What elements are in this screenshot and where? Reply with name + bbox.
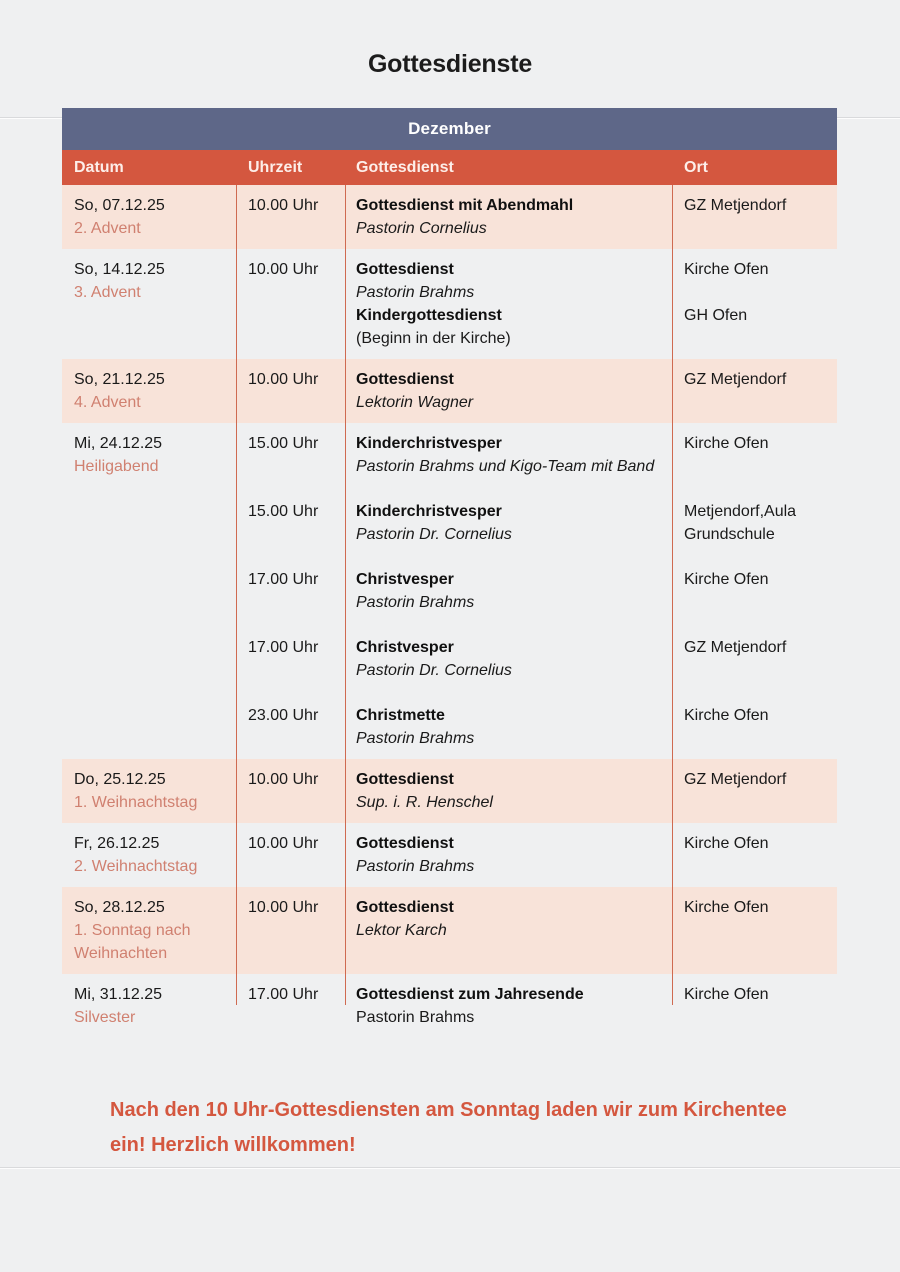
- date-note: Silvester: [74, 1009, 136, 1026]
- place-value: Metjendorf,Aula Grundschule: [684, 503, 797, 543]
- service-entry: [236, 704, 837, 750]
- cell-place: [672, 185, 837, 249]
- place-value: Kirche Ofen: [684, 835, 769, 852]
- service-subtitle-secondary: (Beginn in der Kirche): [356, 330, 511, 347]
- service-entry: [236, 500, 837, 546]
- cell-place: [672, 249, 837, 359]
- cell-place: [672, 432, 837, 478]
- place-value: Kirche Ofen: [684, 899, 769, 916]
- table-row: [62, 887, 837, 974]
- cell-place: [672, 568, 837, 614]
- service-entry: [236, 432, 837, 478]
- time-value: 17.00 Uhr: [248, 639, 319, 656]
- date-value: So, 28.12.25: [74, 899, 165, 916]
- table-row: [62, 974, 837, 1038]
- service-subtitle: Lektor Karch: [356, 922, 447, 939]
- column-header-time: Uhrzeit: [248, 158, 303, 176]
- service-subtitle: Lektorin Wagner: [356, 394, 474, 411]
- date-value: So, 14.12.25: [74, 261, 165, 278]
- cell-service: [345, 759, 672, 823]
- cell-service: [345, 185, 672, 249]
- cell-time: [236, 823, 345, 887]
- time-value: 10.00 Uhr: [248, 771, 319, 788]
- service-title: Kinderchristvesper: [356, 435, 502, 452]
- cell-service: [345, 500, 672, 546]
- cell-time: [236, 704, 345, 750]
- cell-service: [345, 249, 672, 359]
- date-note: 2. Advent: [74, 220, 141, 237]
- place-value: Kirche Ofen: [684, 707, 769, 724]
- cell-date: [62, 974, 236, 1038]
- service-subtitle: Pastorin Brahms: [356, 730, 475, 747]
- time-value: 10.00 Uhr: [248, 197, 319, 214]
- cell-date: [62, 759, 236, 823]
- time-value: 10.00 Uhr: [248, 835, 319, 852]
- footer-note: Nach den 10 Uhr-Gottesdiensten am Sonntag laden wir zum Kirchentee ein! Herzlich willkommen!: [110, 1099, 787, 1156]
- place-value: GZ Metjendorf: [684, 371, 787, 388]
- place-value: GZ Metjendorf: [684, 197, 787, 214]
- cell-time: [236, 500, 345, 546]
- cell-place: [672, 359, 837, 423]
- column-header-service: Gottesdienst: [356, 158, 454, 176]
- page-header: [0, 0, 900, 119]
- date-value: So, 07.12.25: [74, 197, 165, 214]
- cell-place: [672, 759, 837, 823]
- date-value: So, 21.12.25: [74, 371, 165, 388]
- cell-service: [345, 636, 672, 682]
- service-title: Gottesdienst: [356, 899, 454, 916]
- place-value-secondary: GH Ofen: [684, 307, 748, 324]
- date-note: 1. Sonntag nach Weihnachten: [74, 922, 191, 962]
- cell-time: [236, 887, 345, 974]
- cell-time: [236, 359, 345, 423]
- table-row: [62, 759, 837, 823]
- service-title: Gottesdienst: [356, 371, 454, 388]
- date-note: Heiligabend: [74, 458, 159, 475]
- place-value: Kirche Ofen: [684, 571, 769, 588]
- service-title: Christvesper: [356, 639, 454, 656]
- cell-service: [345, 823, 672, 887]
- cell-place: [672, 704, 837, 750]
- cell-place: [672, 823, 837, 887]
- time-value: 17.00 Uhr: [248, 986, 319, 1003]
- service-title: Kinderchristvesper: [356, 503, 502, 520]
- service-title: Gottesdienst zum Jahresende: [356, 986, 584, 1003]
- time-value: 17.00 Uhr: [248, 571, 319, 588]
- cell-service: [345, 359, 672, 423]
- cell-service: [345, 887, 672, 974]
- cell-date: [62, 359, 236, 423]
- time-value: 15.00 Uhr: [248, 503, 319, 520]
- time-value: 10.00 Uhr: [248, 899, 319, 916]
- cell-service: [345, 568, 672, 614]
- service-subtitle: Sup. i. R. Henschel: [356, 794, 493, 811]
- service-subtitle: Pastorin Brahms: [356, 594, 475, 611]
- table-row: [62, 249, 837, 359]
- cell-time: [236, 568, 345, 614]
- service-subtitle: Pastorin Dr. Cornelius: [356, 662, 512, 679]
- service-title: Gottesdienst mit Abendmahl: [356, 197, 574, 214]
- cell-place: [672, 500, 837, 546]
- place-value: Kirche Ofen: [684, 261, 769, 278]
- table-row: [62, 185, 837, 249]
- cell-time: [236, 432, 345, 478]
- service-subtitle: Pastorin Brahms: [356, 284, 475, 301]
- service-title: Christvesper: [356, 571, 454, 588]
- service-subtitle: Pastorin Cornelius: [356, 220, 487, 237]
- time-value: 23.00 Uhr: [248, 707, 319, 724]
- cell-date: [62, 423, 236, 759]
- time-value: 15.00 Uhr: [248, 435, 319, 452]
- date-value: Mi, 24.12.25: [74, 435, 163, 452]
- page-title: Gottesdienste: [367, 50, 533, 78]
- table-row: [62, 359, 837, 423]
- cell-service: [345, 432, 672, 478]
- column-header-date: Datum: [74, 158, 124, 176]
- service-subtitle: Pastorin Brahms: [356, 858, 475, 875]
- service-entry: [236, 568, 837, 614]
- date-note: 4. Advent: [74, 394, 141, 411]
- cell-service-group: [236, 423, 837, 759]
- date-value: Fr, 26.12.25: [74, 835, 160, 852]
- cell-place: [672, 974, 837, 1038]
- date-note: 3. Advent: [74, 284, 141, 301]
- cell-date: [62, 887, 236, 974]
- place-value: GZ Metjendorf: [684, 639, 787, 656]
- cell-place: [672, 887, 837, 974]
- cell-time: [236, 974, 345, 1038]
- column-header-place: Ort: [684, 158, 708, 176]
- column-header-row: [62, 150, 837, 185]
- service-title: Gottesdienst: [356, 771, 454, 788]
- cell-time: [236, 185, 345, 249]
- service-subtitle: Pastorin Dr. Cornelius: [356, 526, 512, 543]
- cell-date: [62, 249, 236, 359]
- date-note: 1. Weihnachtstag: [74, 794, 198, 811]
- place-value: Kirche Ofen: [684, 986, 769, 1003]
- service-entry: [236, 636, 837, 682]
- place-value: GZ Metjendorf: [684, 771, 787, 788]
- month-header: Dezember: [62, 108, 837, 150]
- service-subtitle: Pastorin Brahms und Kigo-Team mit Band: [356, 458, 655, 475]
- date-value: Do, 25.12.25: [74, 771, 166, 788]
- date-note: 2. Weihnachtstag: [74, 858, 198, 875]
- cell-date: [62, 185, 236, 249]
- service-title: Christmette: [356, 707, 445, 724]
- cell-service: [345, 704, 672, 750]
- time-value: 10.00 Uhr: [248, 261, 319, 278]
- cell-service: [345, 974, 672, 1038]
- footer-divider: [0, 1167, 900, 1169]
- time-value: 10.00 Uhr: [248, 371, 319, 388]
- place-value: Kirche Ofen: [684, 435, 769, 452]
- service-title: Gottesdienst: [356, 835, 454, 852]
- cell-time: [236, 636, 345, 682]
- service-title-secondary: Kindergottesdienst: [356, 307, 502, 324]
- cell-time: [236, 249, 345, 359]
- cell-date: [62, 823, 236, 887]
- date-value: Mi, 31.12.25: [74, 986, 163, 1003]
- services-table: [62, 108, 837, 1038]
- table-row: [62, 423, 837, 759]
- cell-time: [236, 759, 345, 823]
- service-title: Gottesdienst: [356, 261, 454, 278]
- service-subtitle: Pastorin Brahms: [356, 1009, 475, 1026]
- table-row: [62, 823, 837, 887]
- cell-place: [672, 636, 837, 682]
